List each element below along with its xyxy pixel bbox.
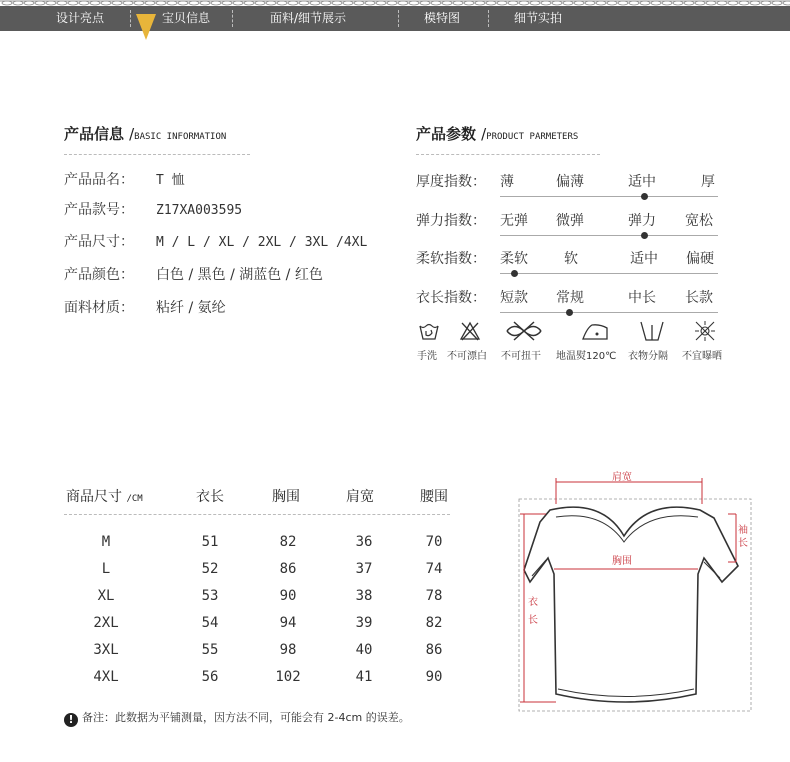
border-loop <box>552 1 562 5</box>
info-label: 产品尺寸： <box>64 234 134 250</box>
nav-item-fabric[interactable]: 面料/细节展示 <box>270 11 347 25</box>
border-loop <box>332 1 342 5</box>
param-option: 微弹 <box>556 213 584 229</box>
size-table-header-first <box>66 486 143 506</box>
info-value: 白色 / 黑色 / 湖蓝色 / 红色 <box>156 267 323 283</box>
nav-separator <box>398 10 399 27</box>
size-cell-value: 56 <box>201 669 219 685</box>
size-cell-label: M <box>101 534 111 550</box>
border-loop <box>783 1 790 5</box>
chest-label: 胸围 <box>612 556 632 567</box>
size-cell-value: 94 <box>279 615 297 631</box>
nav-separator <box>130 10 131 27</box>
nav-item-details[interactable]: 细节实拍 <box>514 11 563 25</box>
size-cell-value: 54 <box>201 615 219 631</box>
border-loop <box>409 1 419 5</box>
border-loop <box>376 1 386 5</box>
size-cell-label: 3XL <box>93 642 119 658</box>
note <box>64 709 410 727</box>
size-table-header: 肩宽 <box>346 489 374 505</box>
info-row-material <box>64 297 226 317</box>
divider <box>64 514 450 515</box>
info-label: 产品颜色： <box>64 267 134 283</box>
param-scale-line <box>500 196 718 197</box>
border-loop <box>13 1 23 5</box>
measurement-diagram <box>516 466 754 714</box>
border-loop <box>486 1 496 5</box>
border-loop <box>211 1 221 5</box>
size-cell-label: L <box>101 561 111 577</box>
border-loop <box>717 1 727 5</box>
size-cell-value: 53 <box>201 588 219 604</box>
param-option: 常规 <box>556 290 584 306</box>
nav-bar <box>0 6 790 31</box>
border-loop <box>651 1 661 5</box>
info-value: 粘纤 / 氨纶 <box>156 300 226 316</box>
param-scale-line <box>500 312 718 313</box>
param-option: 软 <box>564 251 578 267</box>
border-loop <box>90 1 100 5</box>
border-loop <box>79 1 89 5</box>
size-table-unit: /CM <box>126 494 143 504</box>
border-loop <box>255 1 265 5</box>
size-table-header: 腰围 <box>420 489 448 505</box>
param-option: 长款 <box>685 290 713 306</box>
border-loop <box>156 1 166 5</box>
border-loop <box>123 1 133 5</box>
param-label: 弹力指数： <box>416 213 486 229</box>
no-bleach-icon <box>459 320 481 342</box>
exclamation-icon: ! <box>64 713 78 727</box>
info-label: 面料材质： <box>64 300 134 316</box>
size-cell-value: 90 <box>279 588 297 604</box>
separate-wash-icon <box>638 320 666 342</box>
border-loop <box>497 1 507 5</box>
heading-slash: / <box>481 125 487 143</box>
note-text: 备注：此数据为平铺测量，因方法不同，可能会有 2-4cm 的误差。 <box>82 711 410 724</box>
border-loop <box>222 1 232 5</box>
border-loop <box>134 1 144 5</box>
border-loop <box>508 1 518 5</box>
border-loop <box>585 1 595 5</box>
border-loop <box>420 1 430 5</box>
border-loop <box>2 1 12 5</box>
nav-item-info[interactable]: 宝贝信息 <box>162 11 211 25</box>
param-option: 适中 <box>628 174 656 190</box>
param-scale-line <box>500 273 718 274</box>
border-loop <box>640 1 650 5</box>
param-option: 偏硬 <box>686 251 714 267</box>
info-value: T 恤 <box>156 173 185 188</box>
param-option: 弹力 <box>628 213 656 229</box>
border-loop <box>453 1 463 5</box>
border-loop <box>519 1 529 5</box>
product-info-subtitle: BASIC INFORMATION <box>134 132 227 142</box>
param-scale-line <box>500 235 718 236</box>
param-label: 衣长指数： <box>416 290 486 306</box>
border-loop <box>684 1 694 5</box>
border-loop <box>431 1 441 5</box>
border-loop <box>398 1 408 5</box>
size-cell-value: 82 <box>425 615 443 631</box>
size-cell-label: 2XL <box>93 615 119 631</box>
size-cell-value: 98 <box>279 642 297 658</box>
size-cell-value: 86 <box>425 642 443 658</box>
border-loop <box>530 1 540 5</box>
care-label: 手洗 <box>417 351 437 362</box>
border-loop <box>475 1 485 5</box>
param-selected-dot <box>641 193 648 200</box>
border-loop <box>354 1 364 5</box>
size-cell-value: 39 <box>355 615 373 631</box>
active-nav-marker <box>136 14 156 40</box>
border-loop <box>24 1 34 5</box>
info-label: 产品款号： <box>64 202 134 218</box>
border-loop <box>673 1 683 5</box>
param-option: 偏薄 <box>556 174 584 190</box>
size-cell-value: 36 <box>355 534 373 550</box>
shoulder-label: 肩宽 <box>612 472 632 483</box>
care-label: 不宜曝晒 <box>682 351 722 362</box>
size-table-header: 衣长 <box>196 489 224 505</box>
care-label: 衣物分隔 <box>628 351 668 362</box>
border-loop <box>739 1 749 5</box>
border-loop <box>618 1 628 5</box>
border-loop <box>464 1 474 5</box>
border-loop <box>772 1 782 5</box>
border-loop <box>112 1 122 5</box>
border-loop <box>178 1 188 5</box>
border-loop <box>68 1 78 5</box>
size-cell-value: 90 <box>425 669 443 685</box>
border-loop <box>244 1 254 5</box>
length-label: 衣长 <box>528 597 538 626</box>
border-loop <box>189 1 199 5</box>
param-option: 适中 <box>630 251 658 267</box>
size-cell-value: 74 <box>425 561 443 577</box>
product-info-heading <box>64 123 226 144</box>
param-selected-dot <box>511 270 518 277</box>
size-cell-value: 86 <box>279 561 297 577</box>
info-value: Z17XA003595 <box>156 203 243 218</box>
info-label: 产品品名： <box>64 172 134 188</box>
border-loop <box>299 1 309 5</box>
care-label: 不可扭干 <box>501 351 541 362</box>
nav-item-model[interactable]: 模特图 <box>424 11 461 25</box>
param-label: 厚度指数： <box>416 174 486 190</box>
border-loop <box>761 1 771 5</box>
border-loop <box>695 1 705 5</box>
size-cell-label: XL <box>97 588 115 604</box>
border-loop <box>266 1 276 5</box>
border-loop <box>200 1 210 5</box>
param-selected-dot <box>566 309 573 316</box>
size-table-header-label: 商品尺寸 <box>66 489 122 505</box>
border-loop <box>596 1 606 5</box>
border-loop <box>321 1 331 5</box>
size-cell-value: 78 <box>425 588 443 604</box>
size-cell-value: 52 <box>201 561 219 577</box>
size-cell-value: 40 <box>355 642 373 658</box>
product-params-subtitle: PRODUCT PARMETERS <box>486 132 579 142</box>
border-loop <box>662 1 672 5</box>
info-row-sizes <box>64 231 367 251</box>
border-loop <box>233 1 243 5</box>
border-loop <box>46 1 56 5</box>
border-loop <box>310 1 320 5</box>
size-cell-value: 70 <box>425 534 443 550</box>
border-loop <box>629 1 639 5</box>
border-loop <box>343 1 353 5</box>
info-row-colors <box>64 264 323 284</box>
border-loop <box>57 1 67 5</box>
param-label: 柔软指数： <box>416 251 486 267</box>
border-loop <box>167 1 177 5</box>
param-option: 中长 <box>628 290 656 306</box>
border-loop <box>728 1 738 5</box>
border-loop <box>277 1 287 5</box>
param-option: 短款 <box>500 290 528 306</box>
divider <box>416 154 600 155</box>
border-loop <box>101 1 111 5</box>
product-info-title: 产品信息 <box>64 125 125 143</box>
border-loop <box>365 1 375 5</box>
border-loop <box>607 1 617 5</box>
border-loop <box>35 1 45 5</box>
param-selected-dot <box>641 232 648 239</box>
border-loop <box>387 1 397 5</box>
param-option: 柔软 <box>500 251 528 267</box>
param-option: 无弹 <box>500 213 528 229</box>
care-label: 不可漂白 <box>447 351 487 362</box>
border-loop <box>288 1 298 5</box>
size-cell-value: 82 <box>279 534 297 550</box>
size-cell-value: 102 <box>275 669 301 685</box>
no-wring-icon <box>504 320 544 342</box>
size-cell-value: 41 <box>355 669 373 685</box>
product-params-title: 产品参数 <box>416 125 477 143</box>
border-loop <box>541 1 551 5</box>
heading-slash: / <box>129 125 135 143</box>
border-loop <box>563 1 573 5</box>
size-table-header: 胸围 <box>272 489 300 505</box>
param-option: 薄 <box>500 174 514 190</box>
info-row-sku <box>64 199 242 219</box>
size-cell-value: 37 <box>355 561 373 577</box>
size-cell-value: 38 <box>355 588 373 604</box>
care-label: 地温熨120℃ <box>556 351 617 362</box>
hand-wash-icon <box>418 320 440 342</box>
info-row-name <box>64 169 185 189</box>
size-cell-label: 4XL <box>93 669 119 685</box>
divider <box>64 154 250 155</box>
nav-item-design[interactable]: 设计亮点 <box>56 11 105 25</box>
border-loop <box>750 1 760 5</box>
size-cell-value: 55 <box>201 642 219 658</box>
sleeve-label: 袖长 <box>738 525 748 549</box>
nav-separator <box>488 10 489 27</box>
size-cell-value: 51 <box>201 534 219 550</box>
low-iron-icon <box>580 320 610 342</box>
tshirt-outline <box>516 466 754 714</box>
info-value: M / L / XL / 2XL / 3XL /4XL <box>156 235 368 250</box>
param-option: 厚 <box>701 174 715 190</box>
product-params-heading <box>416 123 578 144</box>
border-loop <box>145 1 155 5</box>
border-loop <box>574 1 584 5</box>
border-loop <box>706 1 716 5</box>
param-option: 宽松 <box>685 213 713 229</box>
border-loop <box>442 1 452 5</box>
nav-separator <box>232 10 233 27</box>
no-sun-dry-icon <box>694 320 716 342</box>
